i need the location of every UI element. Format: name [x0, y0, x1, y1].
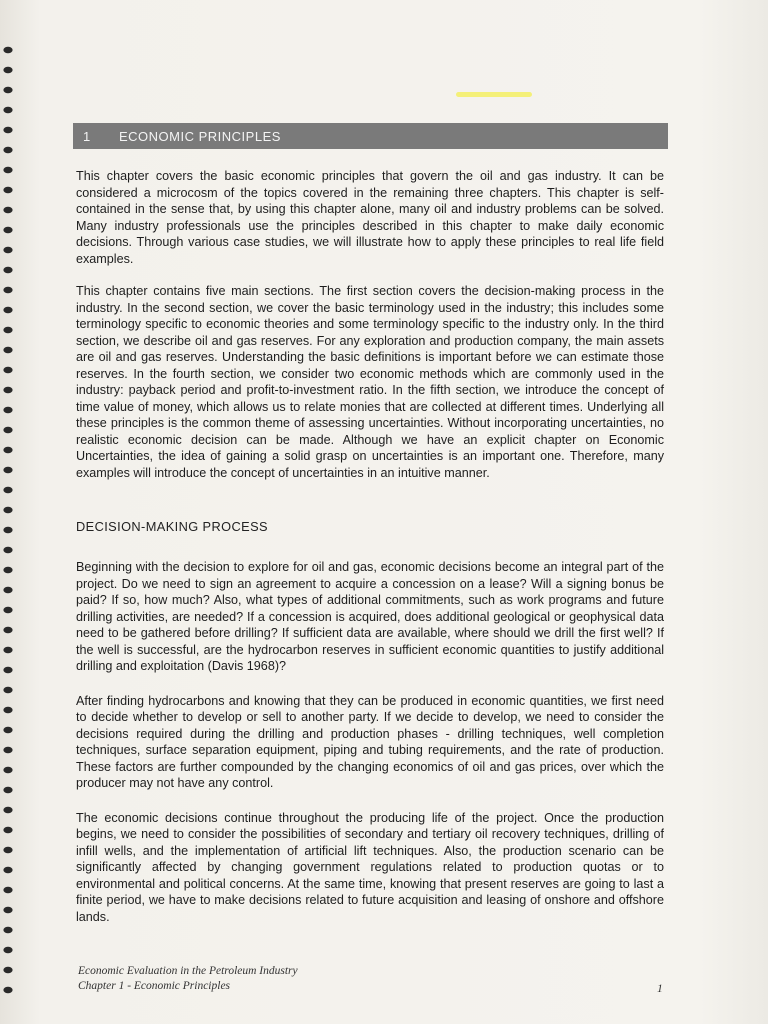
page-footer [78, 964, 298, 994]
chapter-number: 1 [83, 128, 91, 144]
footer-book-title: Economic Evaluation in the Petroleum Industry [78, 965, 298, 977]
chapter-header-bar [73, 123, 668, 149]
chapter-title: ECONOMIC PRINCIPLES [119, 128, 281, 144]
page-number: 1 [657, 983, 663, 995]
section-paragraph-2: After finding hydrocarbons and knowing that they can be produced in economic quantities, we first need to decide whether to develop or sell to another party. If we decide to develop, we need to consider the decisions required during the drilling and production phases - drilling techniques, well completion techniques, surface separation equipment, piping and tubing requirements, and the rate of production. These factors are further compounded by the changing economics of oil and gas prices, over which the producer may not have any control. [76, 693, 664, 790]
footer-chapter-label: Chapter 1 - Economic Principles [78, 980, 231, 992]
section-paragraph-3: The economic decisions continue throughout the producing life of the project. Once the production begins, we need to consider the possibilities of secondary and tertiary oil recovery techniques, drilling of infill wells, and the implementation of artificial lift techniques. Also, the production scenario can be significantly affected by changing government regulations related to production quotas or to environmental and political concerns. At the same time, knowing that present reserves are going to last a finite period, we have to make decisions related to future acquisition and leasing of onshore and offshore lands. [76, 810, 664, 924]
section-heading: DECISION-MAKING PROCESS [76, 519, 268, 534]
intro-paragraph-2: This chapter contains five main sections. The first section covers the decision-making process in the industry. In the second section, we cover the basic terminology used in the industry; this includes some terminology specific to economic theories and some terminology specific to the industry only. In the third section, we describe oil and gas reserves. For any exploration and production company, the main assets are oil and gas reserves. Understanding the basic definitions is important before we can estimate those reserves. In the fourth section, we consider two economic methods which are commonly used in the industry: payback period and profit-to-investment ratio. In the fifth section, we introduce the concept of time value of money, which allows us to relate monies that are collected at different times. Underlying all these principles is the common theme of assessing uncertainties. Without incorporating uncertainties, no realistic economic decision can be made. Although we have an explicit chapter on Economic Uncertainties, the idea of gaining a solid grasp on uncertainties is an important one. Therefore, many examples will introduce the concept of uncertainties in an intuitive manner. [76, 284, 664, 480]
intro-text [76, 168, 664, 497]
intro-paragraph-1: This chapter covers the basic economic principles that govern the oil and gas industry. It can be considered a microcosm of the topics covered in the remaining three chapters. This chapter is self-contained in the sense that, by using this chapter alone, many oil and industry problems can be solved. Many industry professionals use the principles described in this chapter to make daily economic decisions. Through various case studies, we will illustrate how to apply these principles to real life field examples. [76, 169, 664, 266]
highlighter-mark [456, 92, 532, 97]
spiral-binding [0, 40, 22, 1000]
section-paragraph-1: Beginning with the decision to explore for oil and gas, economic decisions become an integral part of the project. Do we need to sign an agreement to acquire a concession on a lease? Will a signing bonus be paid? If so, how much? Also, what types of additional commitments, such as work programs and future drilling activities, are needed? If a concession is acquired, does additional geological or geophysical data need to be gathered before drilling? If sufficient data are available, where should we drill the first well? If the well is successful, are the hydrocarbon reserves in sufficient economic quantities to justify additional drilling and exploitation (Davis 1968)? [76, 560, 664, 673]
section-text [76, 559, 664, 943]
